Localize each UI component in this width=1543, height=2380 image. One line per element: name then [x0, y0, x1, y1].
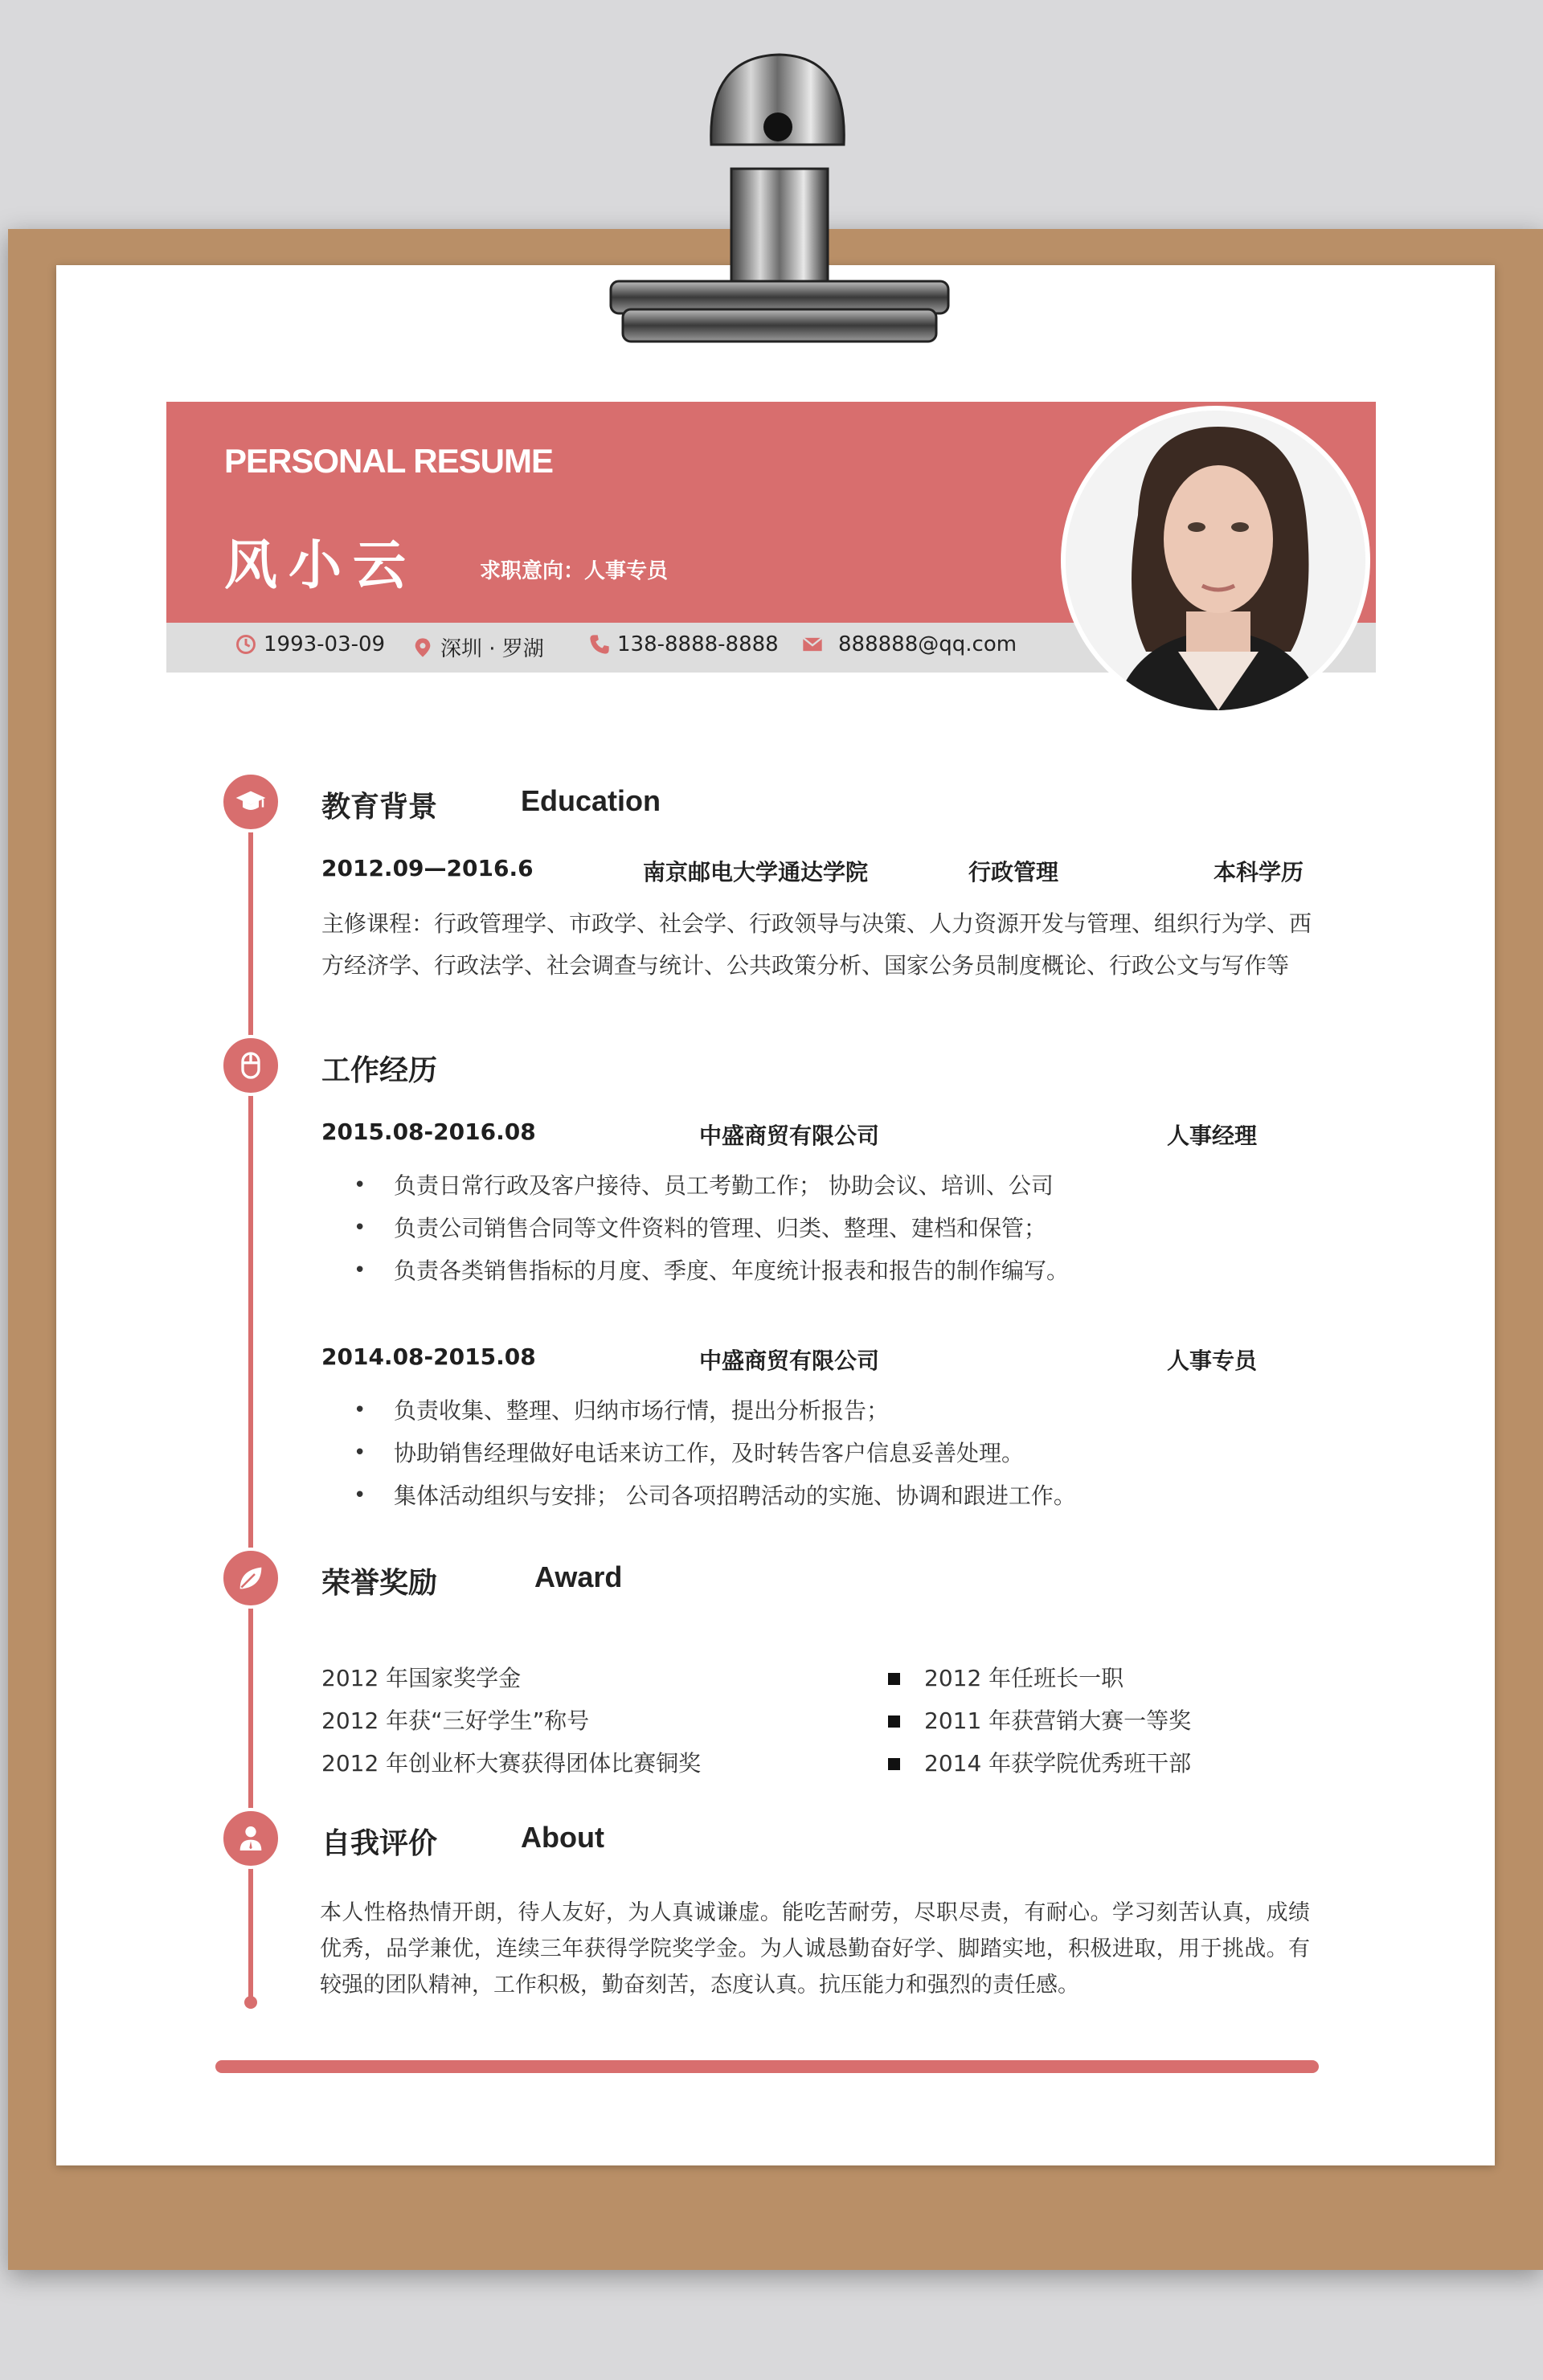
award-list-left — [321, 1657, 701, 1785]
education-title-en: Education — [521, 784, 661, 817]
award-section-icon — [220, 1548, 281, 1609]
bottom-accent-bar — [215, 2060, 1319, 2073]
award-title: 荣誉奖励 — [321, 1567, 438, 1600]
profile-photo — [1061, 406, 1370, 715]
phone-icon — [588, 633, 611, 656]
job2-period: 2014.08-2015.08 — [321, 1343, 536, 1370]
candidate-name: 风小云 — [224, 534, 417, 596]
job-intent: 求职意向：人事专员 — [480, 559, 669, 583]
job1-position: 人事经理 — [1167, 1123, 1258, 1149]
phone-text: 138-8888-8888 — [617, 632, 779, 656]
education-period: 2012.09—2016.6 — [321, 855, 534, 881]
list-item: • 协助销售经理做好电话来访工作，及时转告客户信息妥善处理。 — [354, 1432, 1076, 1474]
graduation-cap-icon — [235, 786, 267, 818]
job2-duties — [354, 1389, 1076, 1517]
education-section-icon — [220, 771, 281, 832]
about-text: 本人性格热情开朗，待人友好，为人真诚谦虚。能吃苦耐劳，尽职尽责，有耐心。学习刻苦认真，成绩优秀，品学兼优，连续三年获得学院奖学金。为人诚恳勤奋好学、脚踏实地，积极进取，用于挑战。有较强的团队精神，工作积极，勤奋刻苦，态度认真。抗压能力和强烈的责任感。 — [320, 1900, 1310, 1998]
list-item: 2012 年创业杯大赛获得团体比赛铜奖 — [321, 1750, 702, 1777]
leaf-icon — [235, 1562, 267, 1594]
education-title: 教育背景 — [321, 791, 438, 824]
binder-clip — [563, 48, 956, 354]
list-item: • 负责收集、整理、归纳市场行情，提出分析报告； — [354, 1389, 1076, 1432]
clock-icon — [235, 633, 257, 656]
job1-duties — [354, 1164, 1069, 1292]
list-item: • 集体活动组织与安排； 公司各项招聘活动的实施、协调和跟进工作。 — [354, 1474, 1076, 1517]
job2-position: 人事专员 — [1167, 1347, 1258, 1374]
award-list-right — [888, 1657, 1191, 1785]
location-pin-icon — [411, 636, 434, 659]
education-major: 行政管理 — [968, 859, 1059, 885]
education-courses-line2: 方经济学、行政法学、社会调查与统计、公共政策分析、国家公务员制度概论、行政公文与写作等 — [321, 952, 1290, 979]
about-section-icon — [220, 1808, 281, 1869]
contact-email — [801, 632, 1017, 656]
about-title-en: About — [521, 1821, 604, 1854]
header-title-en: PERSONAL RESUME — [224, 442, 553, 480]
contact-birthday — [235, 632, 385, 656]
work-section-icon — [220, 1035, 281, 1096]
list-item: 2012 年获“三好学生”称号 — [321, 1707, 590, 1734]
education-degree: 本科学历 — [1214, 859, 1304, 885]
award-title-en: Award — [534, 1560, 623, 1593]
person-icon — [235, 1822, 267, 1855]
job1-period: 2015.08-2016.08 — [321, 1118, 536, 1145]
mouse-icon — [235, 1049, 267, 1082]
email-text: 888888@qq.com — [838, 632, 1017, 656]
mail-icon — [801, 633, 824, 656]
location-text: 深圳 · 罗湖 — [440, 637, 544, 661]
contact-phone — [588, 632, 779, 656]
list-item: 2014 年获学院优秀班干部 — [888, 1742, 1191, 1785]
list-item: • 负责日常行政及客户接待、员工考勤工作； 协助会议、培训、公司 — [354, 1164, 1069, 1207]
timeline-end-dot — [244, 1996, 257, 2009]
list-item: 2011 年获营销大赛一等奖 — [888, 1699, 1191, 1742]
job1-company: 中盛商贸有限公司 — [699, 1123, 880, 1149]
about-title: 自我评价 — [321, 1827, 438, 1860]
education-school: 南京邮电大学通达学院 — [643, 859, 869, 885]
birthday-text: 1993-03-09 — [264, 632, 386, 656]
education-courses-line1: 主修课程：行政管理学、市政学、社会学、行政领导与决策、人力资源开发与管理、组织行为学、西 — [321, 910, 1312, 937]
list-item: • 负责公司销售合同等文件资料的管理、归类、整理、建档和保管； — [354, 1207, 1069, 1249]
work-title: 工作经历 — [321, 1054, 438, 1087]
portrait-image — [1066, 411, 1365, 710]
job2-company: 中盛商贸有限公司 — [699, 1347, 880, 1374]
list-item: • 负责各类销售指标的月度、季度、年度统计报表和报告的制作编写。 — [354, 1249, 1069, 1292]
list-item: 2012 年任班长一职 — [888, 1657, 1191, 1699]
list-item: 2012 年国家奖学金 — [321, 1665, 522, 1691]
contact-location — [411, 632, 544, 662]
